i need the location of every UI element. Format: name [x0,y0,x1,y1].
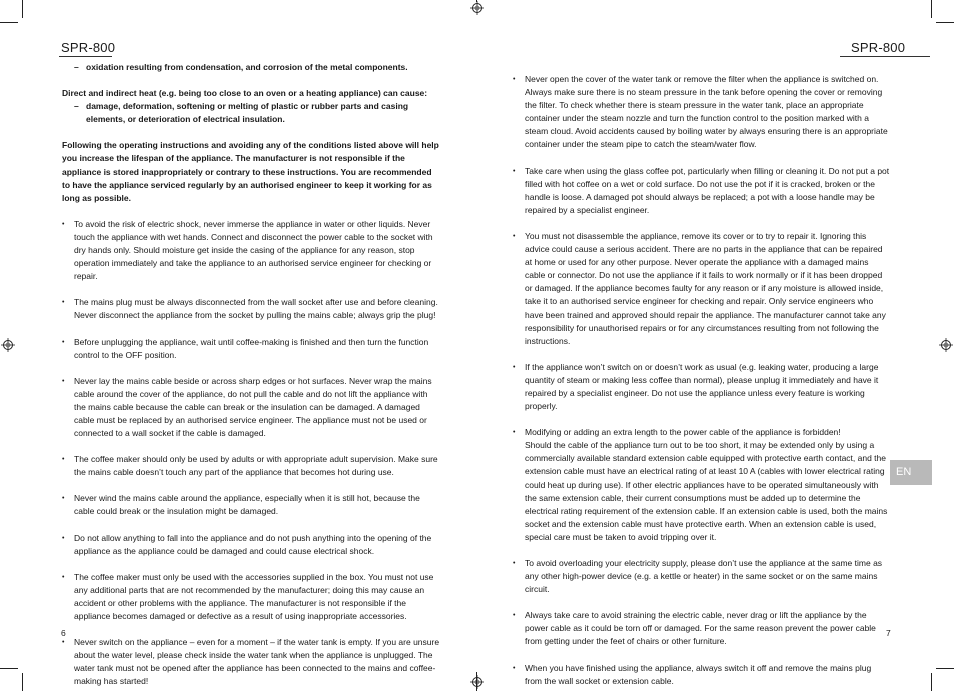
bullet-item: • Never lay the mains cable beside or across sharp edges or hot surfaces. Never wrap the mains cable around the cover of the appliance, do not pull the cable and do not lift the appliance with the mains cable because the cable can break or the insulation can be damaged. A damaged cable must be replaced by an authorised service engineer. The appliance must not be used or connected to a wall socket if the cable is damaged. [62,375,432,439]
crop-mark [936,668,954,669]
bullet-item: • Modifying or adding an extra length to the power cable of the appliance is forbidden! Should the cable of the appliance turn out to be too short, it may be extended only by using a commercially available standard extension cable equipped with protective earth contact, and the extension cable must have an electrical rating of at least 10 A (cables with lower electrical rating could heat up during use). If other electric appliances have to be operated simultaneously with the same extension cable, their current consumptions must be added up to determine the electrical rating requirement of the extension cable. If an extension cable is used, both the mains socket and the extension cable must have protective earth. When an extension cable is used, special care must be taken to avoid tripping over it. [513,427,888,542]
dash-item: – oxidation resulting from condensation, and corrosion of the metal components. [74,62,408,72]
bullet-item: • If the appliance won’t switch on or doesn’t work as usual (e.g. leaking water, producing a large quantity of steam or making less coffee than normal), please unplug it immediately and have it repaired by a specialist engineer. Do not use the appliance unless every feature is working properly. [513,361,879,412]
bullet-item: • Never switch on the appliance – even for a moment – if the water tank is empty. If you are unsure about the water level, please check inside the water tank when the appliance is unplugged. The water tank must not be opened after the appliance has been connected to the mains and coffee-making has started! [62,637,440,687]
registration-mark-icon [470,675,484,689]
bullet-item: • To avoid overloading your electricity supply, please don’t use the appliance at the same time as any other high-power device (e.g. a kettle or heater) in the same socket or on the same mains circuit. [513,558,883,595]
page-number-right: 7 [886,628,891,638]
bullet-item: • The coffee maker must only be used with the accessories supplied in the box. You must not use any additional parts that are not recommended by the manufacturer; doing this may cause an accident or other problems with the appliance. The manufacturer is not responsible if the appliance becomes damaged or defective as a result of using inappropriate accessories. [62,571,434,621]
crop-mark [931,0,932,18]
crop-mark [0,22,18,23]
model-header-left: SPR-800 [61,40,116,55]
crop-mark [22,0,23,18]
registration-mark-icon [1,338,15,352]
bullet-item: • The mains plug must be always disconnected from the wall socket after use and before cleaning. Never disconnect the appliance from the socket by pulling the mains cable; always grip the plug! [62,297,438,321]
bullet-item: • Do not allow anything to fall into the appliance and do not push anything into the opening of the appliance as the appliance could be damaged and could cause electrical shock. [62,532,432,556]
registration-mark-icon [470,1,484,15]
left-page-body [62,61,440,688]
bullet-item: • To avoid the risk of electric shock, never immerse the appliance in water or other liquids. Never touch the appliance with wet hands. Connect and disconnect the power cable to the socket with dry hands only. Should moisture get inside the casing of the appliance for any reason, stop operation immediately and take the appliance to an authorised service engineer for checking or repair. [62,218,433,282]
bullet-item: • You must not disassemble the appliance, remove its cover or to try to repair it. Ignoring this advice could cause a serious accident. There are no parts in the appliance that can be repaired at home or used for any other purpose. Never operate the appliance with a damaged mains cable or connector. Do not use the appliance if it fails to work normally or if it has been dropped or damaged. If the appliance becomes faulty for any reason or if any moisture is allowed inside, take it to an authorised service engineer for checking and repair. Only service engineers who have been trained and approved should repair the appliance. The manufacturer cannot take any responsibility for unauthorised repairs or for any circumstances resulting from not following the instructions. [513,230,886,346]
crop-mark [936,22,954,23]
notice-paragraph: Following the operating instructions and avoiding any of the conditions listed above will help you increase the lifespan of the appliance. The manufacturer is not responsible if the appliance is stored inappropriately or contrary to these instructions. You are recommended to have the appliance serviced regularly by an authorised engineer to keep it working for as long as possible. [62,140,439,203]
crop-mark [22,673,23,691]
bullet-item: • Never wind the mains cable around the appliance, especially when it is still hot, because the cable could break or the insulation might be damaged. [62,493,420,517]
bullet-item: • Always take care to avoid straining the electric cable, never drag or lift the appliance by the power cable as it could be torn off or damaged. For the same reason prevent the power cable from getting under the feet of chairs or other furniture. [513,610,876,647]
bullet-item: • Before unplugging the appliance, wait until coffee-making is finished and then turn the function control to the OFF position. [62,336,429,360]
crop-mark [0,668,18,669]
bullet-item: • Take care when using the glass coffee pot, particularly when filling or cleaning it. Do not put a pot filled with hot coffee on a wet or cold surface. Do not use the pot if it is cracked, broken or the handle is loose. A damaged pot should always be replaced; a pot with a loose handle may be repaired by a specialist engineer. [513,165,890,215]
page-number-left: 6 [61,628,66,638]
crop-mark [931,673,932,691]
bullet-item: • Never open the cover of the water tank or remove the filter when the appliance is switched on. Always make sure there is no steam pressure in the tank before opening the cover or removing the filter. To check whether there is steam pressure in the water tank, place an appropriate container under the steam nozzle and turn the function control to the position marked with a steam cloud. Avoid accidents caused by boiling water by always ensuring there is an appropriate container under the steam pipe to catch the steam/water flow. [513,74,888,150]
bullet-item: • The coffee maker should only be used by adults or with appropriate adult supervision. Make sure the mains cable doesn’t touch any part of the appliance that becomes hot during use. [62,454,438,478]
language-tab: EN [890,460,932,485]
right-page-body [513,73,890,688]
bullet-item: • When you have finished using the appliance, always switch it off and remove the mains plug from the wall socket or extension cable. [513,662,872,686]
section-heading: Direct and indirect heat (e.g. being too close to an oven or a heating appliance) can cause: [62,88,428,99]
header-rule [59,56,112,57]
dash-item: – damage, deformation, softening or melting of plastic or rubber parts and casing elements, or deterioration of electrical insulation. [74,101,409,125]
header-rule [840,56,930,57]
model-header-right: SPR-800 [851,40,906,55]
registration-mark-icon [939,338,953,352]
